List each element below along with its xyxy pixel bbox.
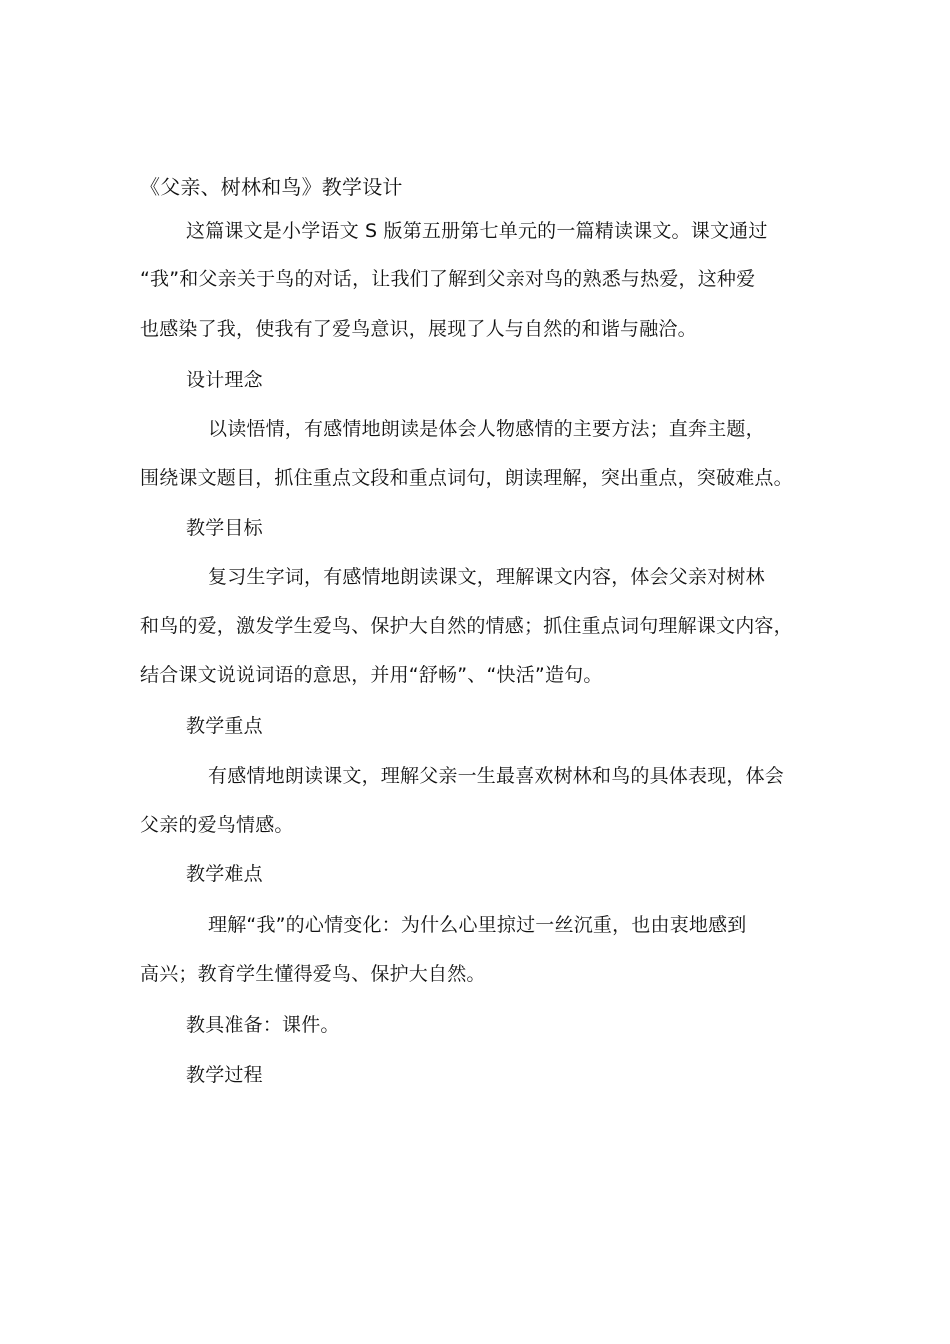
key-points-line-1: 有感情地朗读课文，理解父亲一生最喜欢树林和鸟的具体表现，体会 <box>208 765 785 787</box>
objectives-line-2: 和鸟的爱，激发学生爱鸟、保护大自然的情感；抓住重点词句理解课文内容， <box>140 615 793 637</box>
document-title: 《父亲、树林和鸟》教学设计 <box>140 175 403 199</box>
intro-line-3: 也感染了我，使我有了爱鸟意识，展现了人与自然的和谐与融洽。 <box>140 318 697 340</box>
objectives-line-1: 复习生字词，有感情地朗读课文，理解课文内容，体会父亲对树林 <box>208 566 765 588</box>
design-concept-heading: 设计理念 <box>186 369 263 391</box>
tools-line: 教具准备：课件。 <box>186 1014 340 1036</box>
process-heading: 教学过程 <box>186 1064 263 1086</box>
design-concept-line-2: 围绕课文题目，抓住重点文段和重点词句，朗读理解，突出重点，突破难点。 <box>140 467 793 489</box>
difficulties-line-2: 高兴；教育学生懂得爱鸟、保护大自然。 <box>140 963 486 985</box>
key-points-line-2: 父亲的爱鸟情感。 <box>140 814 294 836</box>
key-points-heading: 教学重点 <box>186 715 263 737</box>
intro-line-1: 这篇课文是小学语文 S 版第五册第七单元的一篇精读课文。课文通过 <box>186 220 768 242</box>
objectives-heading: 教学目标 <box>186 517 263 539</box>
design-concept-line-1: 以读悟情，有感情地朗读是体会人物感情的主要方法；直奔主题， <box>208 418 765 440</box>
intro-line-2: “我”和父亲关于鸟的对话，让我们了解到父亲对鸟的熟悉与热爱，这种爱 <box>140 268 756 290</box>
difficulties-heading: 教学难点 <box>186 863 263 885</box>
objectives-line-3: 结合课文说说词语的意思，并用“舒畅”、“快活”造句。 <box>140 664 603 686</box>
difficulties-line-1: 理解“我”的心情变化：为什么心里掠过一丝沉重，也由衷地感到 <box>208 914 747 936</box>
